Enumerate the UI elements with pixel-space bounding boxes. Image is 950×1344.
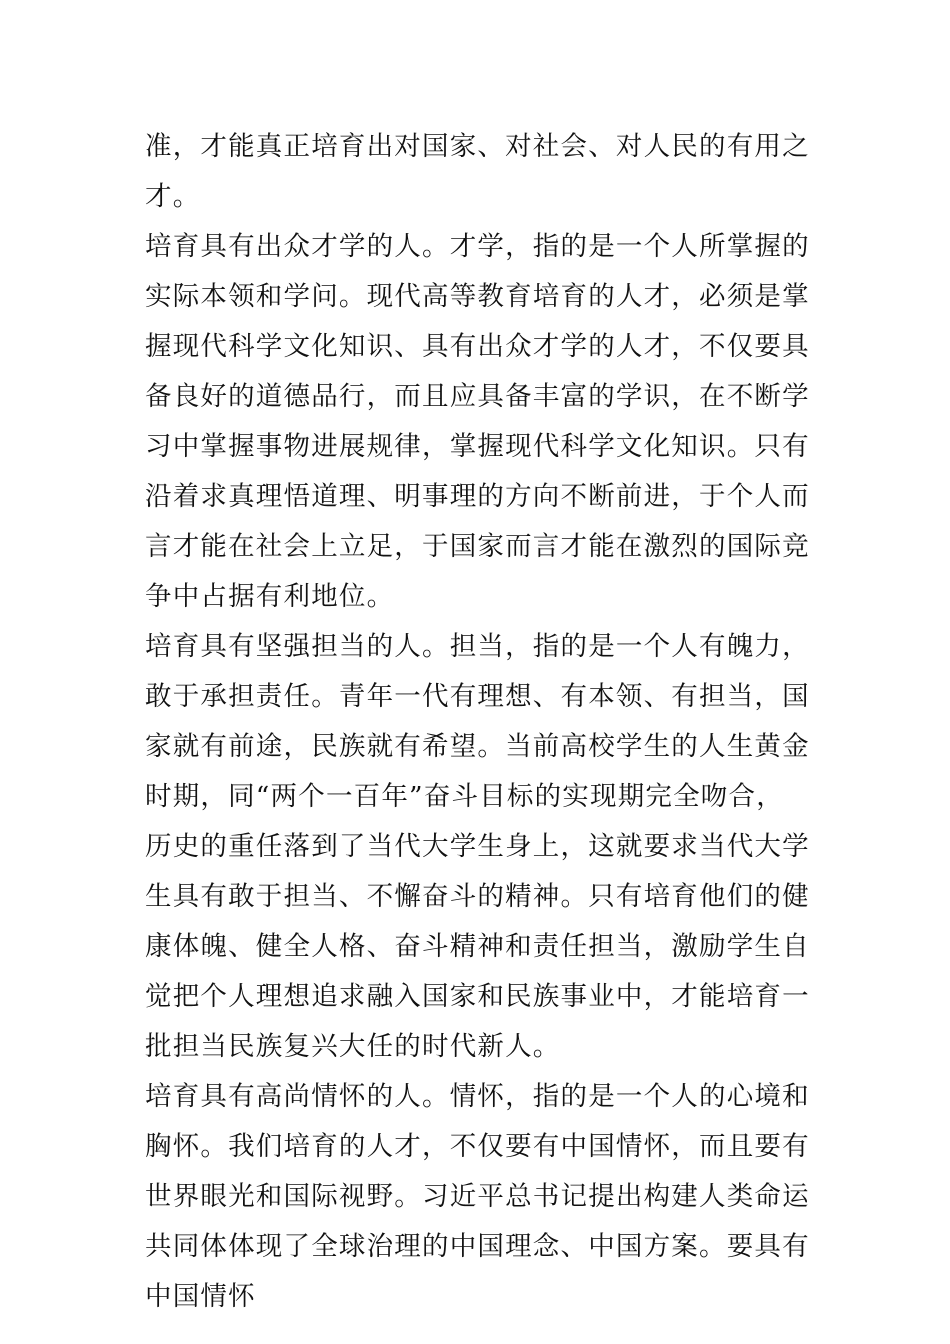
document-body: [145, 122, 811, 1322]
paragraph-3: 培育具有坚强担当的人。担当，指的是一个人有魄力，敢于承担责任。青年一代有理想、有本领、有担当，国家就有前途，民族就有希望。当前高校学生的人生黄金时期，同“两个一百年”奋斗目标的实现期完全吻合，历史的重任落到了当代大学生身上，这就要求当代大学生具有敢于担当、不懈奋斗的精神。只有培育他们的健康体魄、健全人格、奋斗精神和责任担当，激励学生自觉把个人理想追求融入国家和民族事业中，才能培育一批担当民族复兴大任的时代新人。: [145, 631, 810, 1062]
paragraph-2: 培育具有出众才学的人。才学，指的是一个人所掌握的实际本领和学问。现代高等教育培育的人才，必须是掌握现代科学文化知识、具有出众才学的人才，不仅要具备良好的道德品行，而且应具备丰富的学识，在不断学习中掌握事物进展规律，掌握现代科学文化知识。只有沿着求真理悟道理、明事理的方向不断前进，于个人而言才能在社会上立足，于国家而言才能在激烈的国际竞争中占据有利地位。: [145, 231, 810, 612]
paragraph-1: 准，才能真正培育出对国家、对社会、对人民的有用之才。: [145, 131, 810, 212]
paragraph-4: 培育具有高尚情怀的人。情怀，指的是一个人的心境和胸怀。我们培育的人才，不仅要有中国情怀，而且要有世界眼光和国际视野。习近平总书记提出构建人类命运共同体体现了全球治理的中国理念、中国方案。要具有中国情怀: [145, 1081, 810, 1312]
